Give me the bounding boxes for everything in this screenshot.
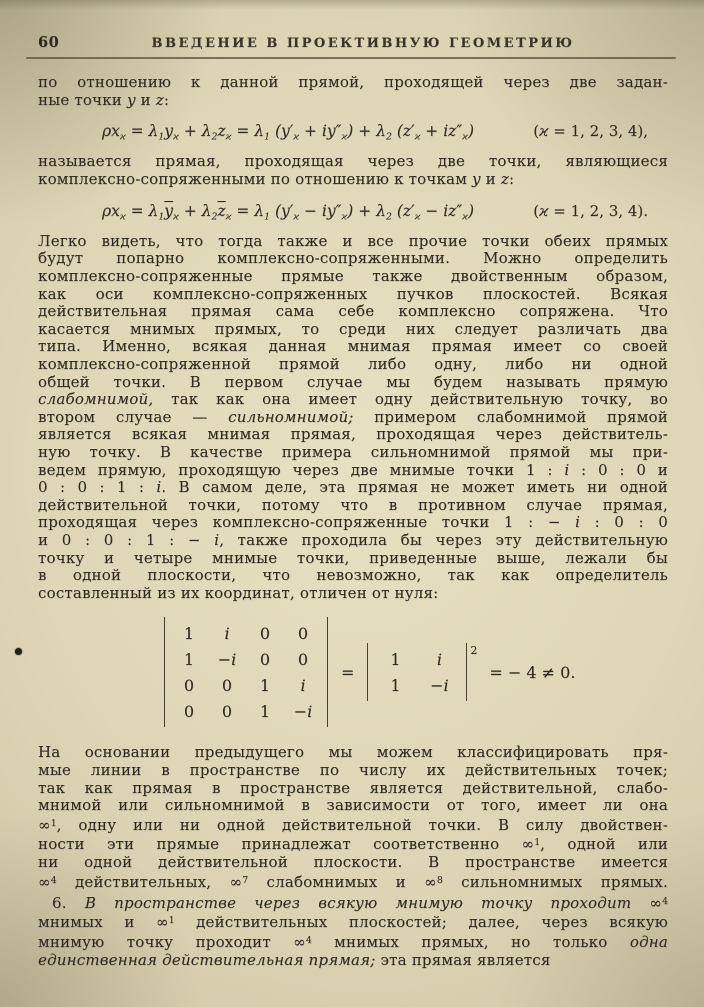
formula-line-2 (38, 202, 668, 222)
matrix-cell (284, 624, 322, 643)
page-header (38, 34, 668, 51)
text-segment: 0 (297, 649, 309, 669)
matrix-row (373, 646, 461, 672)
text-segment: 2 (211, 210, 218, 222)
text-line: является всякая мнимая прямая, проходящая через действитель- (38, 425, 668, 444)
matrix-cell (170, 624, 208, 643)
text-segment: : 0 : 0 и (569, 460, 668, 479)
text-segment: 2 (385, 210, 392, 222)
text-segment: ∞ (38, 873, 51, 892)
text-segment: мнимых прямых, но только (311, 933, 630, 952)
text-line: типа. Именно, всякая данная мнимая прямая имеет со своей (38, 337, 668, 356)
text-segment: z (500, 170, 509, 189)
text-segment: ϰ (225, 210, 232, 222)
text-segment: $\overline{z}$ (217, 201, 226, 220)
text-line: комплексно-сопряженные прямые также двойственным образом, (38, 267, 668, 286)
matrix-cell (246, 650, 284, 669)
text-segment: = λ (125, 201, 159, 220)
text-segment: z (217, 122, 226, 141)
text-segment: = 1, 2, 3, 4). (548, 201, 648, 220)
text-segment: − (293, 701, 308, 721)
text-segment: комплексно-сопряженными по отношению к точкам (38, 170, 473, 189)
text-segment: 1 (183, 623, 195, 643)
paragraph-6 (38, 893, 668, 970)
text-segment: , одной или (540, 835, 668, 854)
text-line (38, 92, 668, 110)
formula-2-index-range (533, 202, 648, 220)
matrix-row (170, 646, 322, 672)
formula-2-body (102, 202, 474, 222)
text-segment: проходящая через комплексно-сопряженные точки 1 : − (38, 513, 576, 532)
paragraph-intro (38, 74, 668, 109)
text-line: комплексно-сопряженной прямой либо одну, либо ни одной (38, 355, 668, 374)
text-segment: ϰ (539, 122, 549, 141)
matrix-cell (246, 624, 284, 643)
text-segment: . В самом деле, эта прямая не может иметь ни одной (161, 478, 668, 497)
text-segment: = λ (125, 122, 159, 141)
text-line: Легко видеть, что тогда также и все прочие точки обеих прямых (38, 231, 668, 250)
text-line: будут попарно комплексно-сопряженными. Можно определить (38, 249, 668, 268)
formula-1-index-range (533, 122, 648, 140)
text-segment: ϰ (462, 131, 468, 143)
matrix-cell (246, 702, 284, 721)
text-segment: 0 (259, 649, 271, 669)
text-line: как оси комплексно-сопряженных пучков плоскостей. Всякая (38, 284, 668, 303)
formula-1-body (102, 122, 474, 142)
text-segment: 0 : 0 : 1 : (38, 478, 157, 497)
text-segment: так как она имеет одну действительную точку, во (153, 390, 668, 409)
text-line (38, 893, 668, 913)
text-segment: ϰ (293, 210, 300, 222)
text-segment: 1 (50, 817, 57, 829)
text-segment: примером слабомнимой прямой (353, 407, 668, 426)
text-line (38, 409, 668, 427)
text-segment: 4 (305, 935, 312, 947)
text-line: действительная прямая сама себе комплексно сопряжена. Что (38, 302, 668, 321)
matrix-cell (208, 676, 246, 695)
text-line: ни одной действительной плоскости. В пространстве имеется (38, 853, 668, 872)
text-segment: (y′ (270, 201, 294, 220)
text-line (38, 872, 668, 892)
text-segment: эта прямая является (375, 950, 551, 969)
text-line (38, 834, 668, 854)
text-segment: и (135, 90, 156, 109)
text-line: точку и четыре мнимые точки, приведенные выше, лежали бы (38, 548, 668, 567)
text-segment: : (508, 170, 515, 189)
text-segment: ) (467, 201, 475, 220)
text-segment: 0 (297, 623, 309, 643)
text-segment: ϰ (119, 131, 126, 143)
matrix-row (373, 672, 461, 698)
text-segment: 1 (390, 649, 401, 669)
text-segment: ∞ (631, 893, 663, 912)
text-segment: = λ (231, 122, 265, 141)
text-segment: ∞ (38, 815, 51, 834)
text-segment: , также проходила бы через эту действительную (219, 530, 668, 549)
matrix-cell (170, 650, 208, 669)
text-line: мнимой или сильномнимой в зависимости от того, имеет ли она (38, 796, 668, 815)
text-segment: ϰ (414, 210, 421, 222)
text-segment: i (436, 649, 442, 669)
matrix-cell (373, 676, 417, 695)
matrix-cell (208, 650, 246, 669)
text-segment: 4 (50, 874, 57, 886)
text-segment: = − 4 ≠ 0. (489, 662, 576, 682)
text-line: касается мнимых прямых, то среди них следует различать два (38, 319, 668, 338)
text-segment: : 0 : 0 (580, 513, 669, 532)
text-segment: ведем прямую, проходящую через две мнимые точки 1 : (38, 460, 565, 479)
text-segment: 1 (168, 915, 175, 927)
text-segment: i (156, 478, 162, 497)
matrix-cell (208, 624, 246, 643)
matrix-cell (170, 676, 208, 695)
text-line (38, 171, 668, 189)
text-segment: 0 (183, 675, 195, 695)
text-segment: мнимую точку проходит ∞ (38, 933, 306, 952)
text-segment: i (443, 675, 449, 695)
paragraph-classification (38, 744, 668, 891)
text-segment: − (217, 649, 232, 669)
text-segment: (z′ (391, 122, 415, 141)
text-segment: ( (533, 201, 540, 220)
matrix-cell (284, 702, 322, 721)
text-segment: − (430, 675, 444, 695)
text-segment: i (214, 530, 220, 549)
text-line (38, 952, 668, 970)
matrix-cell (373, 650, 417, 669)
text-segment: 2 (211, 131, 218, 143)
text-segment: + λ (178, 122, 212, 141)
formula-line-1 (38, 122, 668, 142)
text-line (38, 479, 668, 497)
text-segment: 4 (662, 895, 668, 907)
matrix-row (170, 698, 322, 724)
det2-matrix-wrap (367, 643, 478, 701)
text-segment: + λ (178, 201, 212, 220)
text-segment: , одну или ни одной действительной точки. В силу двойствен- (56, 815, 668, 834)
text-segment: + iy″ (299, 122, 342, 141)
exponent: 2 (470, 644, 478, 658)
ink-spot (15, 648, 22, 655)
text-segment: 1 (390, 675, 401, 695)
text-segment: = 1, 2, 3, 4), (548, 122, 648, 141)
text-line (38, 932, 668, 952)
text-segment: i (231, 649, 237, 669)
matrix-cell (284, 650, 322, 669)
text-segment: i (564, 460, 570, 479)
matrix-cell (208, 702, 246, 721)
text-segment: 1 (259, 701, 271, 721)
text-segment: мнимых и ∞ (38, 913, 169, 932)
text-line: по отношению к данной прямой, проходящей через две задан- (38, 73, 668, 91)
text-segment: 1 (259, 675, 271, 695)
text-segment: 0 (183, 701, 195, 721)
text-segment: 1 (534, 837, 541, 849)
text-segment: y (164, 122, 174, 141)
matrix-cell (170, 702, 208, 721)
text-segment: (y′ (270, 122, 294, 141)
text-segment: 0 (221, 675, 233, 695)
text-segment: ϰ (293, 131, 300, 143)
text-segment: (z′ (391, 201, 415, 220)
text-line: мые линии в пространстве по числу их действительных точек; (38, 760, 668, 779)
text-segment: ) (467, 122, 475, 141)
text-segment: 7 (242, 874, 249, 886)
text-segment: ) + λ (347, 201, 386, 220)
text-segment: 1 (264, 210, 271, 222)
text-line (38, 462, 668, 480)
text-segment: i (300, 675, 306, 695)
text-segment: сильномнимой; (228, 407, 354, 426)
running-title: ВВЕДЕНИЕ В ПРОЕКТИВНУЮ ГЕОМЕТРИЮ (151, 36, 575, 51)
text-segment: = λ (231, 201, 265, 220)
text-segment: ρx (102, 201, 120, 220)
text-segment: ( (533, 122, 540, 141)
text-segment: : (163, 90, 170, 109)
matrix-cell (417, 650, 461, 669)
text-segment: ϰ (173, 210, 179, 222)
text-segment: i (575, 513, 581, 532)
text-segment: z (155, 90, 164, 109)
text-segment: одна (629, 933, 669, 952)
text-segment: ϰ (119, 210, 126, 222)
text-line (38, 532, 668, 550)
text-segment: действительных плоскостей; далее, через всякую (174, 913, 668, 932)
matrix-cell (417, 676, 461, 695)
text-segment: В пространстве через всякую мнимую точку проходит (84, 893, 632, 912)
text-segment: ϰ (414, 131, 421, 143)
text-segment: сильномнимых прямых. (442, 873, 668, 892)
text-line: общей точки. В первом случае мы будем называть прямую (38, 372, 668, 391)
text-line: ную точку. В качестве примера сильномнимой прямой мы при- (38, 443, 668, 461)
text-segment: 0 (259, 623, 271, 643)
text-segment: ρx (102, 122, 120, 141)
text-segment: 1 (183, 649, 195, 669)
text-segment: − iy″ (299, 201, 342, 220)
page-number: 60 (38, 34, 60, 51)
text-segment: 1 (158, 131, 165, 143)
text-segment: ϰ (341, 131, 348, 143)
text-line: так как прямая в пространстве является действительной, слабо- (38, 778, 668, 797)
text-segment: 1 (264, 131, 271, 143)
text-segment: 8 (436, 874, 443, 886)
text-line (38, 391, 668, 409)
text-segment: y (472, 170, 481, 189)
text-segment: слабомнимой, (38, 390, 154, 409)
text-segment: i (224, 623, 230, 643)
text-segment: ϰ (462, 210, 468, 222)
text-segment: ности эти прямые принадлежат соответственно ∞ (38, 835, 535, 854)
text-line: действительной точки, потому что в противном случае прямая, (38, 495, 668, 514)
text-segment: $\overline{y}$ (164, 201, 174, 220)
text-segment: 1 (158, 210, 165, 222)
matrix-row (170, 620, 322, 646)
header-rule (26, 57, 676, 59)
text-segment: y (126, 90, 136, 109)
matrix-cell (284, 676, 322, 695)
text-segment: + iz″ (420, 122, 463, 141)
text-line: На основании предыдущего мы можем классифицировать пря- (38, 743, 668, 762)
determinant-block (164, 617, 668, 727)
text-segment: ϰ (173, 131, 179, 143)
text-segment: − iz″ (420, 201, 463, 220)
paragraph-main (38, 233, 668, 602)
text-segment: ные точки (38, 90, 127, 109)
matrix-row (170, 672, 322, 698)
text-segment: ϰ (539, 201, 549, 220)
text-segment: 2 (385, 131, 392, 143)
text-segment: втором случае — (38, 407, 229, 426)
text-segment: ϰ (225, 131, 232, 143)
text-line: в одной плоскости, что невозможно, так как определитель (38, 566, 668, 585)
text-segment: и 0 : 0 : 1 : − (38, 530, 215, 549)
matrix-cell (246, 676, 284, 695)
text-segment: и (480, 170, 501, 189)
paragraph-conjugate-line (38, 153, 668, 188)
text-segment: i (307, 701, 313, 721)
det2-matrix (367, 643, 467, 701)
text-segment: действительных, ∞ (56, 873, 243, 892)
text-segment: 6. (52, 893, 85, 912)
text-segment: 0 (221, 701, 233, 721)
text-line (38, 514, 668, 532)
equals-sign: = (341, 662, 355, 682)
text-segment: ) + λ (347, 122, 386, 141)
text-line: называется прямая, проходящая через две точки, являющиеся (38, 152, 668, 171)
text-segment: слабомнимых и ∞ (248, 873, 437, 892)
text-segment: ϰ (341, 210, 348, 222)
text-line (38, 815, 668, 835)
det4-matrix (164, 617, 328, 727)
text-segment: единственная действительная прямая; (38, 950, 376, 969)
det-result (489, 663, 575, 682)
text-line (38, 912, 668, 932)
text-line: составленный из их координат, отличен от нуля: (38, 583, 439, 602)
